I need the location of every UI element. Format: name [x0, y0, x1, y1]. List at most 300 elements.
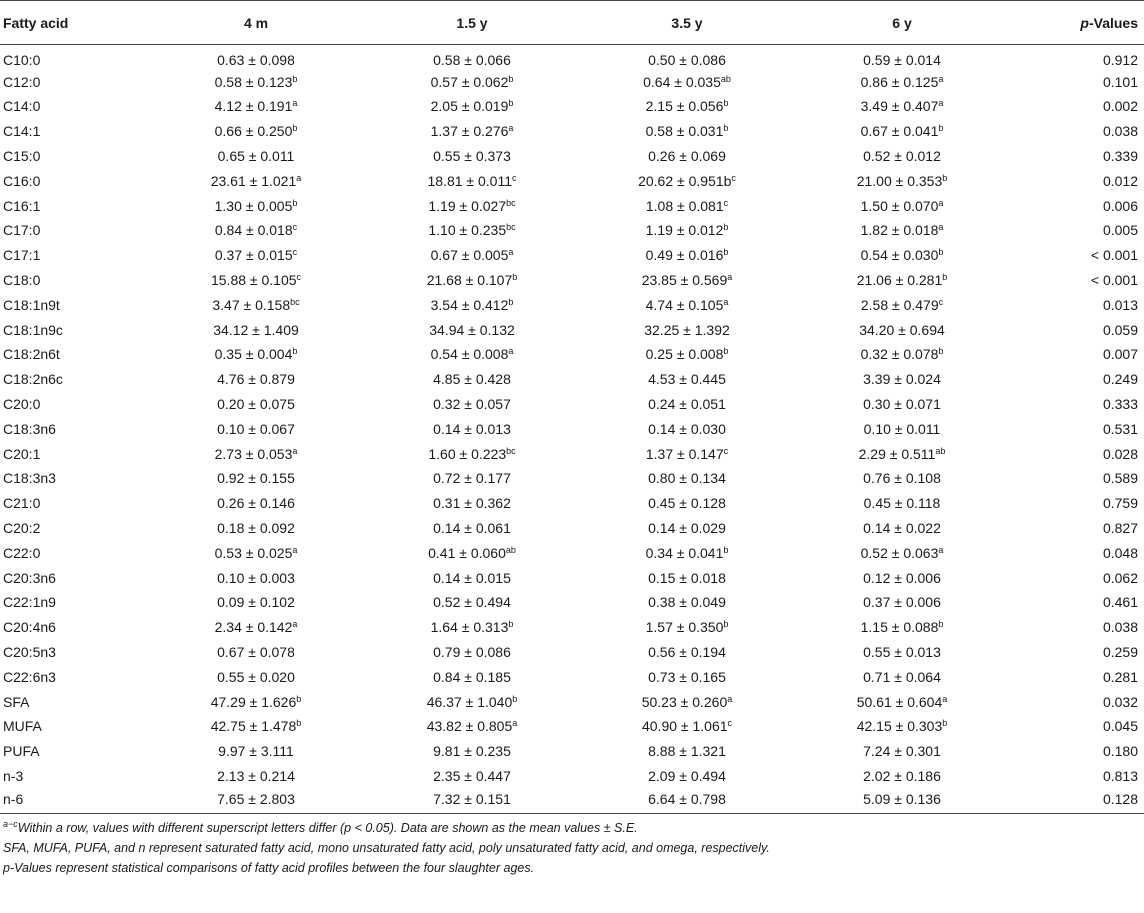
mean-se-value: 0.10 ± 0.067 [217, 420, 295, 437]
value-cell [148, 764, 364, 789]
fatty-acid-name: C18:2n6c [3, 371, 63, 388]
superscript-letter: b [292, 123, 298, 134]
mean-se-value: 0.25 ± 0.008 [645, 346, 724, 363]
mean-se-value: 1.37 ± 0.147 [645, 445, 724, 462]
header-p-values: p-Values [1010, 1, 1144, 45]
value-cell [364, 540, 580, 565]
table-row [0, 590, 1144, 615]
p-value: 0.002 [1102, 98, 1138, 115]
value-cell [364, 94, 580, 119]
value-cell [148, 342, 364, 367]
superscript-letter: a [942, 693, 948, 704]
mean-se-value: 2.35 ± 0.447 [433, 768, 511, 784]
mean-se-value: 1.82 ± 0.018 [860, 222, 939, 239]
table-footnotes [0, 818, 1144, 878]
superscript-letter: c [512, 172, 517, 183]
value-cell [580, 342, 794, 367]
mean-se-value: 34.20 ± 0.694 [859, 321, 945, 338]
value-cell [148, 218, 364, 243]
superscript-letter: b [296, 693, 302, 704]
mean-se-value: 2.29 ± 0.511 [858, 445, 936, 462]
fatty-acid-name: C22:0 [3, 544, 41, 561]
table-row [0, 516, 1144, 541]
fatty-acid-name: C18:1n9c [3, 321, 63, 338]
value-cell [794, 268, 1010, 293]
p-value: 0.006 [1102, 197, 1138, 214]
value-cell [794, 119, 1010, 144]
p-value: 0.012 [1102, 172, 1138, 189]
superscript-letter: a [727, 693, 733, 704]
p-value: 0.281 [1102, 668, 1138, 685]
value-cell [148, 268, 364, 293]
table-row [0, 714, 1144, 739]
superscript-letter: bc [506, 197, 516, 208]
fatty-acid-name: C21:0 [3, 495, 41, 512]
value-cell [794, 193, 1010, 218]
table-row [0, 317, 1144, 342]
superscript-letter: b [723, 98, 729, 109]
mean-se-value: 0.52 ± 0.494 [433, 594, 511, 611]
p-value: 0.827 [1102, 520, 1138, 537]
fatty-acid-name: C15:0 [3, 148, 41, 165]
fatty-acid-name: n-6 [0, 788, 148, 813]
value-cell [794, 441, 1010, 466]
fatty-acid-name: SFA [3, 693, 30, 710]
superscript-letter: ab [720, 73, 731, 84]
superscript-letter: a [938, 73, 944, 84]
value-cell [794, 788, 1010, 813]
table-row [0, 168, 1144, 193]
fatty-acid-name: PUFA [3, 743, 40, 760]
table-row [0, 664, 1144, 689]
mean-se-value: 2.05 ± 0.019 [430, 98, 509, 115]
p-value: 0.912 [1102, 52, 1138, 69]
superscript-letter: b [723, 544, 729, 555]
mean-se-value: 0.37 ± 0.015 [214, 247, 293, 264]
p-value: 0.333 [1102, 396, 1138, 413]
value-cell [794, 565, 1010, 590]
fatty-acid-name: C18:0 [3, 272, 41, 289]
p-value: 0.038 [1102, 619, 1138, 636]
value-cell [794, 689, 1010, 714]
mean-se-value: 0.55 ± 0.020 [217, 668, 295, 685]
table-row [0, 94, 1144, 119]
mean-se-value: 1.64 ± 0.313 [430, 619, 509, 636]
mean-se-value: 0.14 ± 0.030 [648, 420, 726, 437]
value-cell [364, 739, 580, 764]
value-cell [580, 392, 794, 417]
p-value: 0.013 [1102, 296, 1138, 313]
value-cell [580, 664, 794, 689]
value-cell [580, 45, 794, 70]
mean-se-value: 0.66 ± 0.250 [214, 123, 293, 140]
superscript-letter: a [508, 247, 514, 258]
mean-se-value: 21.68 ± 0.107 [426, 272, 513, 289]
table-body [0, 45, 1144, 814]
p-value: 0.062 [1102, 569, 1138, 586]
table-row [0, 243, 1144, 268]
value-cell [148, 416, 364, 441]
mean-se-value: 0.12 ± 0.006 [863, 569, 941, 586]
value-cell [148, 69, 364, 94]
mean-se-value: 5.09 ± 0.136 [863, 790, 941, 807]
table-row [0, 689, 1144, 714]
value-cell [148, 739, 364, 764]
mean-se-value: 2.02 ± 0.186 [863, 768, 941, 784]
mean-se-value: 0.31 ± 0.362 [433, 495, 511, 512]
mean-se-value: 23.61 ± 1.021 [210, 172, 297, 189]
footnote-abbreviations: SFA, MUFA, PUFA, and n represent saturated fatty acid, mono unsaturated fatty acid, poly unsaturated fatty acid, and omega, respectively. [3, 840, 770, 855]
value-cell [580, 144, 794, 169]
p-value: 0.038 [1102, 123, 1138, 140]
value-cell [148, 144, 364, 169]
mean-se-value: 0.37 ± 0.006 [863, 594, 941, 611]
superscript-letter: b [723, 346, 729, 357]
value-cell [794, 218, 1010, 243]
p-value: 0.589 [1102, 470, 1138, 487]
mean-se-value: 4.74 ± 0.105 [645, 296, 724, 313]
value-cell [364, 218, 580, 243]
fatty-acid-name: C22:6n3 [3, 668, 56, 685]
fatty-acid-name: C17:1 [3, 247, 41, 264]
mean-se-value: 21.00 ± 0.353 [856, 172, 943, 189]
table-row [0, 268, 1144, 293]
mean-se-value: 0.18 ± 0.092 [217, 520, 295, 537]
mean-se-value: 1.08 ± 0.081 [645, 197, 724, 214]
p-value: 0.180 [1102, 743, 1138, 760]
p-value: 0.048 [1102, 544, 1138, 561]
superscript-letter: bc [506, 445, 516, 456]
mean-se-value: 0.58 ± 0.123 [214, 73, 293, 90]
value-cell [148, 45, 364, 70]
value-cell [580, 466, 794, 491]
mean-se-value: 0.10 ± 0.003 [217, 569, 295, 586]
mean-se-value: 18.81 ± 0.011 [427, 172, 512, 189]
p-value: 0.259 [1102, 644, 1138, 661]
value-cell [580, 788, 794, 813]
value-cell [364, 45, 580, 70]
mean-se-value: 0.32 ± 0.057 [433, 396, 511, 413]
mean-se-value: 0.64 ± 0.035 [643, 73, 721, 90]
value-cell [580, 218, 794, 243]
value-cell [364, 590, 580, 615]
header-fatty-acid: Fatty acid [0, 1, 148, 45]
value-cell [364, 565, 580, 590]
value-cell [794, 45, 1010, 70]
mean-se-value: 2.15 ± 0.056 [645, 98, 724, 115]
superscript-letter: a [723, 296, 729, 307]
p-value: 0.045 [1102, 718, 1138, 735]
value-cell [580, 441, 794, 466]
superscript-letter: a [292, 619, 298, 630]
header-1-5y: 1.5 y [364, 1, 580, 45]
value-cell [364, 317, 580, 342]
mean-se-value: 1.50 ± 0.070 [860, 197, 939, 214]
table-row [0, 565, 1144, 590]
mean-se-value: 0.52 ± 0.063 [860, 544, 939, 561]
mean-se-value: 34.94 ± 0.132 [429, 321, 515, 338]
mean-se-value: 1.19 ± 0.027 [428, 197, 507, 214]
value-cell [794, 292, 1010, 317]
superscript-letter: b [508, 98, 514, 109]
value-cell [148, 788, 364, 813]
superscript-letter: b [508, 619, 514, 630]
mean-se-value: 0.30 ± 0.071 [863, 396, 941, 413]
table-row [0, 491, 1144, 516]
mean-se-value: 2.13 ± 0.214 [217, 768, 295, 784]
value-cell [148, 441, 364, 466]
mean-se-value: 0.14 ± 0.015 [433, 569, 511, 586]
mean-se-value: 20.62 ± 0.951b [638, 172, 732, 189]
value-cell [580, 292, 794, 317]
superscript-letter: a [292, 98, 298, 109]
value-cell [148, 119, 364, 144]
fatty-acid-name: C17:0 [3, 222, 41, 239]
value-cell [148, 466, 364, 491]
superscript-letter: b [723, 247, 729, 258]
mean-se-value: 1.10 ± 0.235 [428, 222, 507, 239]
superscript-letter: bc [290, 296, 300, 307]
value-cell [794, 168, 1010, 193]
p-value: 0.759 [1102, 495, 1138, 512]
superscript-letter: b [938, 619, 944, 630]
mean-se-value: 0.71 ± 0.064 [863, 668, 941, 685]
header-3-5y: 3.5 y [580, 1, 794, 45]
mean-se-value: 2.73 ± 0.053 [214, 445, 293, 462]
mean-se-value: 47.29 ± 1.626 [210, 693, 297, 710]
mean-se-value: 0.55 ± 0.373 [433, 148, 511, 165]
mean-se-value: 2.09 ± 0.494 [648, 768, 726, 784]
table-row [0, 392, 1144, 417]
value-cell [364, 292, 580, 317]
value-cell [580, 243, 794, 268]
mean-se-value: 46.37 ± 1.040 [426, 693, 513, 710]
mean-se-value: 6.64 ± 0.798 [648, 790, 726, 807]
mean-se-value: 0.20 ± 0.075 [217, 396, 295, 413]
mean-se-value: 0.79 ± 0.086 [433, 644, 511, 661]
mean-se-value: 8.88 ± 1.321 [648, 743, 726, 760]
table-row [0, 218, 1144, 243]
value-cell [148, 193, 364, 218]
mean-se-value: 0.58 ± 0.066 [433, 52, 511, 69]
value-cell [364, 243, 580, 268]
mean-se-value: 23.85 ± 0.569 [641, 272, 728, 289]
mean-se-value: 0.67 ± 0.005 [430, 247, 509, 264]
value-cell [580, 317, 794, 342]
value-cell [148, 565, 364, 590]
superscript-letter: a [512, 718, 518, 729]
mean-se-value: 3.49 ± 0.407 [860, 98, 939, 115]
value-cell [580, 268, 794, 293]
p-value: < 0.001 [1090, 272, 1138, 289]
value-cell [794, 69, 1010, 94]
value-cell [580, 367, 794, 392]
value-cell [364, 640, 580, 665]
value-cell [364, 764, 580, 789]
value-cell [794, 416, 1010, 441]
fatty-acid-name: C20:4n6 [3, 619, 56, 636]
value-cell [580, 739, 794, 764]
fatty-acid-name: C14:0 [3, 98, 41, 115]
value-cell [148, 168, 364, 193]
p-value: 0.531 [1102, 420, 1138, 437]
value-cell [580, 764, 794, 789]
mean-se-value: 0.67 ± 0.078 [217, 644, 295, 661]
mean-se-value: 0.92 ± 0.155 [217, 470, 295, 487]
mean-se-value: 0.38 ± 0.049 [648, 594, 726, 611]
value-cell [364, 119, 580, 144]
value-cell [148, 590, 364, 615]
value-cell [364, 268, 580, 293]
mean-se-value: 0.34 ± 0.041 [645, 544, 724, 561]
value-cell [580, 516, 794, 541]
mean-se-value: 2.34 ± 0.142 [214, 619, 293, 636]
mean-se-value: 0.54 ± 0.008 [430, 346, 509, 363]
fatty-acid-name: C22:1n9 [3, 594, 56, 611]
fatty-acid-name: n-3 [3, 768, 24, 784]
mean-se-value: 0.65 ± 0.011 [217, 148, 295, 165]
value-cell [580, 590, 794, 615]
superscript-letter: b [508, 73, 514, 84]
superscript-letter: a [508, 346, 514, 357]
value-cell [794, 466, 1010, 491]
mean-se-value: 1.19 ± 0.012 [645, 222, 724, 239]
superscript-letter: b [942, 718, 948, 729]
superscript-letter: a [938, 197, 944, 208]
superscript-letter: ab [505, 544, 516, 555]
fatty-acid-name: MUFA [3, 718, 42, 735]
table-row [0, 739, 1144, 764]
mean-se-value: 2.58 ± 0.479 [860, 296, 939, 313]
superscript-letter: b [512, 272, 518, 283]
footnote-p-values: p-Values represent statistical comparisons of fatty acid profiles between the four slaughter ages. [3, 860, 535, 875]
superscript-letter: b [938, 123, 944, 134]
superscript-letter: a [508, 123, 514, 134]
fatty-acid-name: C18:3n3 [3, 470, 56, 487]
mean-se-value: 7.65 ± 2.803 [217, 790, 295, 807]
superscript-letter: b [723, 123, 729, 134]
mean-se-value: 0.86 ± 0.125 [860, 73, 939, 90]
fatty-acid-name: C18:3n6 [3, 420, 56, 437]
superscript-letter: a [938, 544, 944, 555]
mean-se-value: 0.50 ± 0.086 [648, 52, 726, 69]
value-cell [364, 664, 580, 689]
mean-se-value: 0.24 ± 0.051 [648, 396, 726, 413]
value-cell [364, 416, 580, 441]
table-row [0, 119, 1144, 144]
p-value: 0.813 [1102, 768, 1138, 784]
header-6y: 6 y [794, 1, 1010, 45]
mean-se-value: 50.61 ± 0.604 [856, 693, 943, 710]
mean-se-value: 1.60 ± 0.223 [428, 445, 507, 462]
value-cell [148, 292, 364, 317]
mean-se-value: 4.85 ± 0.428 [433, 371, 511, 388]
mean-se-value: 0.32 ± 0.078 [860, 346, 939, 363]
value-cell [148, 714, 364, 739]
table-row [0, 466, 1144, 491]
table-row [0, 69, 1144, 94]
table-row [0, 144, 1144, 169]
mean-se-value: 0.53 ± 0.025 [214, 544, 293, 561]
mean-se-value: 0.14 ± 0.061 [433, 520, 511, 537]
value-cell [580, 491, 794, 516]
p-value: 0.101 [1102, 73, 1138, 90]
value-cell [794, 342, 1010, 367]
footnote-significance-text: Within a row, values with different superscript letters differ (p < 0.05). Data are shown as the mean values ± S.E. [17, 820, 638, 835]
mean-se-value: 0.14 ± 0.013 [433, 420, 511, 437]
p-value: < 0.001 [1090, 247, 1138, 264]
p-value: 0.007 [1102, 346, 1138, 363]
mean-se-value: 0.09 ± 0.102 [217, 594, 295, 611]
mean-se-value: 0.59 ± 0.014 [863, 52, 941, 69]
mean-se-value: 0.72 ± 0.177 [433, 470, 511, 487]
value-cell [794, 540, 1010, 565]
value-cell [794, 664, 1010, 689]
superscript-letter: a [938, 98, 944, 109]
superscript-letter: bc [506, 222, 516, 233]
value-cell [580, 689, 794, 714]
mean-se-value: 1.37 ± 0.276 [430, 123, 509, 140]
superscript-letter: c [723, 197, 729, 208]
p-value: 0.028 [1102, 445, 1138, 462]
fatty-acid-name: C20:3n6 [3, 569, 56, 586]
superscript-letter: b [938, 346, 944, 357]
value-cell [148, 516, 364, 541]
value-cell [148, 540, 364, 565]
value-cell [148, 689, 364, 714]
table-row [0, 367, 1144, 392]
superscript-letter: b [942, 272, 948, 283]
superscript-letter: b [512, 693, 518, 704]
table-row [0, 45, 1144, 70]
fatty-acid-name: C14:1 [3, 123, 41, 140]
value-cell [580, 640, 794, 665]
mean-se-value: 0.54 ± 0.030 [860, 247, 939, 264]
value-cell [148, 615, 364, 640]
mean-se-value: 0.41 ± 0.060 [428, 544, 506, 561]
table-header [0, 1, 1144, 45]
value-cell [794, 640, 1010, 665]
mean-se-value: 0.84 ± 0.018 [214, 222, 293, 239]
p-value: 0.461 [1102, 594, 1138, 611]
superscript-letter: b [938, 247, 944, 258]
table-row [0, 441, 1144, 466]
mean-se-value: 7.32 ± 0.151 [433, 790, 511, 807]
value-cell [364, 168, 580, 193]
p-value: 0.339 [1102, 148, 1138, 165]
mean-se-value: 0.35 ± 0.004 [214, 346, 293, 363]
table-row [0, 615, 1144, 640]
value-cell [794, 144, 1010, 169]
fatty-acid-name: C16:1 [3, 197, 41, 214]
value-cell [794, 590, 1010, 615]
value-cell [580, 416, 794, 441]
value-cell [364, 69, 580, 94]
value-cell [364, 491, 580, 516]
mean-se-value: 32.25 ± 1.392 [644, 321, 730, 338]
superscript-letter: a [292, 445, 298, 456]
superscript-letter: b [292, 73, 298, 84]
fatty-acid-name: C10:0 [3, 52, 41, 69]
table-row [0, 292, 1144, 317]
mean-se-value: 0.58 ± 0.031 [645, 123, 724, 140]
table-row [0, 416, 1144, 441]
value-cell [364, 466, 580, 491]
value-cell [580, 193, 794, 218]
header-4m: 4 m [148, 1, 364, 45]
value-cell [364, 689, 580, 714]
value-cell [794, 491, 1010, 516]
